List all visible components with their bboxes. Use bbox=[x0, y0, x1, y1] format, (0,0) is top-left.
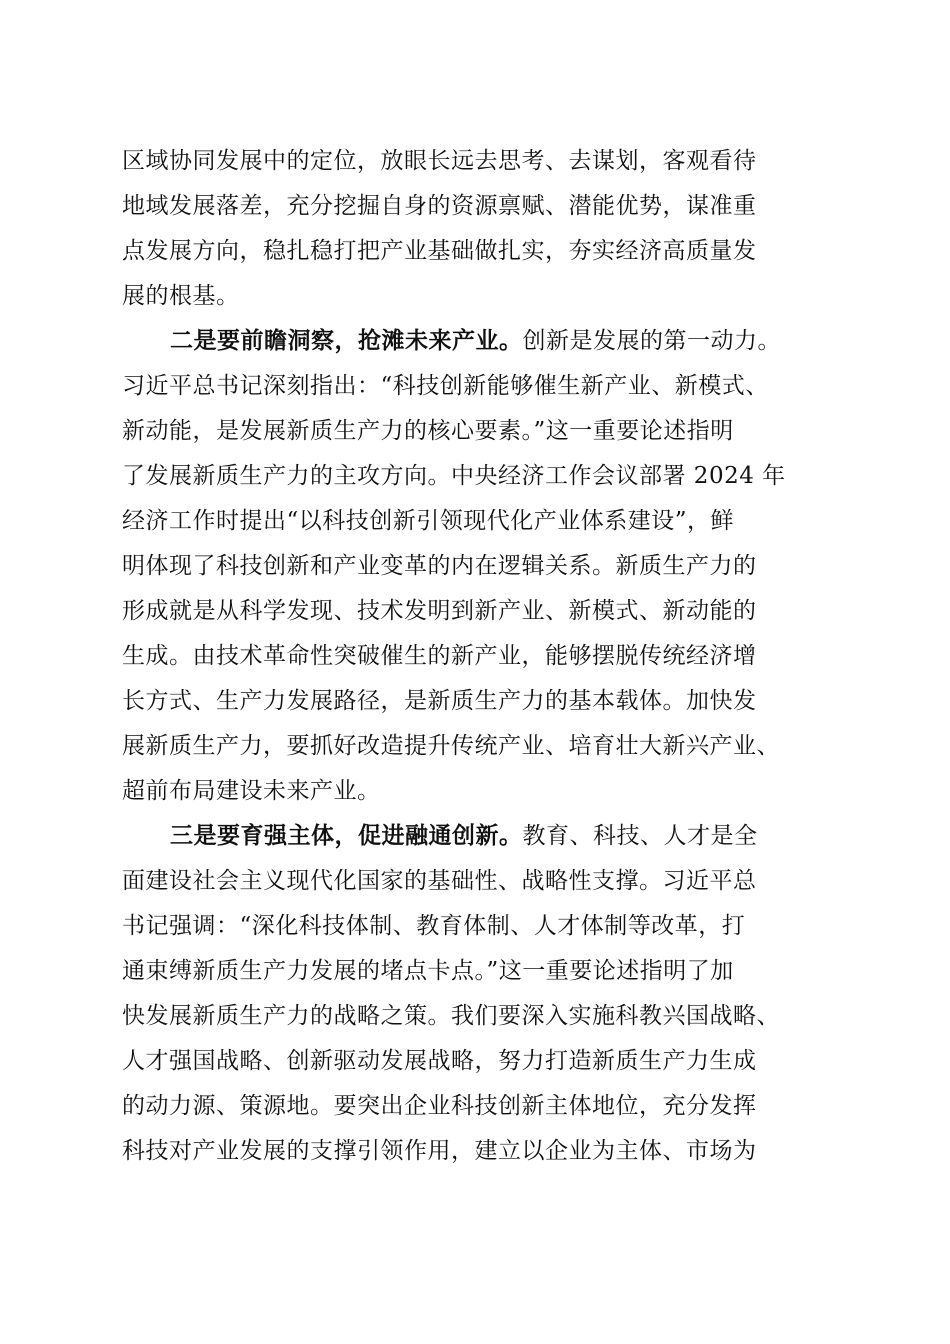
paragraph-line: 长方式、生产力发展路径，是新质生产力的基本载体。加快发 bbox=[122, 688, 757, 714]
section-three-text: 教育、科技、人才是全 bbox=[522, 823, 758, 849]
paragraph-line: 科技对产业发展的支撑引领作用，建立以企业为主体、市场为 bbox=[122, 1138, 757, 1164]
section-three-line bbox=[170, 821, 842, 851]
paragraph-line: 明体现了科技创新和产业变革的内在逻辑关系。新质生产力的 bbox=[122, 553, 757, 579]
paragraph-line: 展的根基。 bbox=[122, 283, 240, 309]
paragraph-line: 展新质生产力，要抓好改造提升传统产业、培育壮大新兴产业、 bbox=[122, 733, 780, 759]
paragraph-line: 通束缚新质生产力发展的堵点卡点。”这一重要论述指明了加 bbox=[122, 958, 734, 984]
paragraph-line: 了发展新质生产力的主攻方向。中央经济工作会议部署 2024 年 bbox=[122, 463, 786, 489]
paragraph-line: 快发展新质生产力的战略之策。我们要深入实施科教兴国战略、 bbox=[122, 1003, 780, 1029]
section-two-text: 创新是发展的第一动力。 bbox=[522, 328, 781, 354]
paragraph-line: 超前布局建设未来产业。 bbox=[122, 778, 381, 804]
paragraph-line: 书记强调：“深化科技体制、教育体制、人才体制等改革，打 bbox=[122, 913, 746, 939]
paragraph-line: 的动力源、策源地。要突出企业科技创新主体地位，充分发挥 bbox=[122, 1093, 757, 1119]
section-three-heading: 三是要育强主体，促进融通创新。 bbox=[170, 822, 523, 849]
paragraph-line: 地域发展落差，充分挖掘自身的资源禀赋、潜能优势，谋准重 bbox=[122, 193, 757, 219]
paragraph-line: 习近平总书记深刻指出：“科技创新能够催生新产业、新模式、 bbox=[122, 373, 769, 399]
paragraph-line: 形成就是从科学发现、技术发明到新产业、新模式、新动能的 bbox=[122, 598, 757, 624]
paragraph-line: 经济工作时提出“以科技创新引领现代化产业体系建设”，鲜 bbox=[122, 508, 735, 534]
paragraph-line: 生成。由技术革命性突破催生的新产业，能够摆脱传统经济增 bbox=[122, 643, 757, 669]
paragraph-line: 新动能，是发展新质生产力的核心要素。”这一重要论述指明 bbox=[122, 418, 734, 444]
paragraph-line: 面建设社会主义现代化国家的基础性、战略性支撑。习近平总 bbox=[122, 868, 757, 894]
paragraph-line: 人才强国战略、创新驱动发展战略，努力打造新质生产力生成 bbox=[122, 1048, 757, 1074]
paragraph-line: 区域协同发展中的定位，放眼长远去思考、去谋划，客观看待 bbox=[122, 148, 757, 174]
section-two-heading: 二是要前瞻洞察，抢滩未来产业。 bbox=[170, 327, 523, 354]
paragraph-line: 点发展方向，稳扎稳打把产业基础做扎实，夯实经济高质量发 bbox=[122, 238, 757, 264]
section-two-line bbox=[170, 326, 842, 356]
